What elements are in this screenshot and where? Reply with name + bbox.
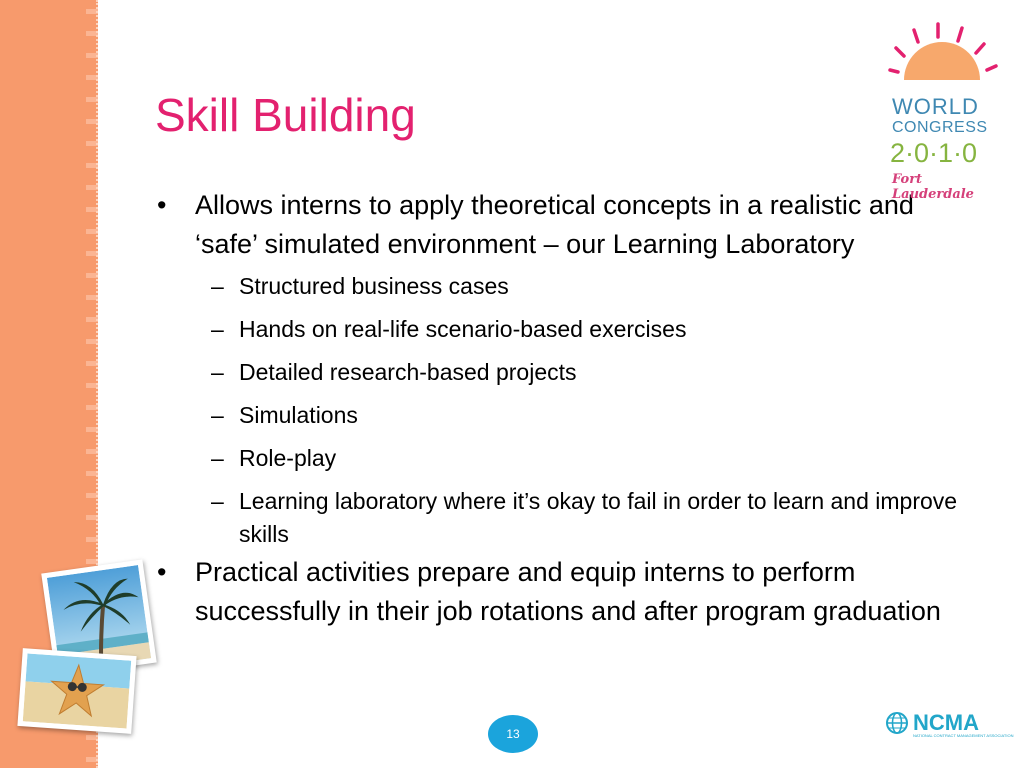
sub-bullet-item bbox=[155, 270, 975, 303]
sub-bullet-text: Structured business cases bbox=[239, 273, 509, 299]
ncma-logo-subtitle: NATIONAL CONTRACT MANAGEMENT ASSOCIATION bbox=[913, 733, 1014, 738]
world-congress-logo bbox=[880, 22, 1006, 200]
starfish-icon bbox=[23, 653, 131, 728]
sub-bullet-mark: – bbox=[211, 273, 224, 299]
sub-bullet-item bbox=[155, 356, 975, 389]
sub-bullet-mark: – bbox=[211, 488, 224, 514]
slide-title: Skill Building bbox=[155, 89, 416, 141]
bullet-text: Allows interns to apply theoretical concepts in a realistic and ‘safe’ simulated environment – our Learning Laboratory bbox=[195, 190, 914, 259]
sub-bullet-text: Hands on real-life scenario-based exercises bbox=[239, 316, 687, 342]
sub-bullet-text: Learning laboratory where it’s okay to fail in order to learn and improve skills bbox=[239, 488, 958, 547]
sub-bullet-mark: – bbox=[211, 316, 224, 342]
sub-bullet-item bbox=[155, 485, 975, 551]
bullet-mark: • bbox=[157, 557, 167, 587]
sub-bullet-mark: – bbox=[211, 445, 224, 471]
bullet-mark: • bbox=[157, 190, 167, 220]
sub-bullet-item bbox=[155, 399, 975, 432]
logo-line-world: WORLD bbox=[892, 94, 979, 119]
logo-line-congress: CONGRESS bbox=[892, 119, 988, 136]
ncma-logo bbox=[885, 710, 1014, 740]
logo-line-city: Fort Lauderdale bbox=[892, 172, 974, 202]
sub-bullet-text: Role-play bbox=[239, 445, 337, 471]
ncma-logo-text: NCMA bbox=[913, 710, 979, 735]
starfish-photo bbox=[17, 648, 136, 734]
bullet-item bbox=[155, 553, 975, 631]
globe-icon bbox=[885, 711, 909, 735]
sub-bullet-text: Simulations bbox=[239, 402, 358, 428]
slide-content bbox=[155, 186, 975, 637]
sub-bullet-list bbox=[155, 270, 975, 551]
sub-bullet-item bbox=[155, 442, 975, 475]
page-number-badge: 13 bbox=[488, 715, 538, 753]
bullet-item bbox=[155, 186, 975, 264]
bullet-text: Practical activities prepare and equip interns to perform successfully in their job rotations and after program graduation bbox=[195, 557, 941, 626]
sub-bullet-mark: – bbox=[211, 402, 224, 428]
sun-icon bbox=[880, 22, 1006, 94]
sub-bullet-item bbox=[155, 313, 975, 346]
sub-bullet-text: Detailed research-based projects bbox=[239, 359, 577, 385]
sub-bullet-mark: – bbox=[211, 359, 224, 385]
logo-line-year: 2·0·1·0 bbox=[890, 138, 978, 168]
